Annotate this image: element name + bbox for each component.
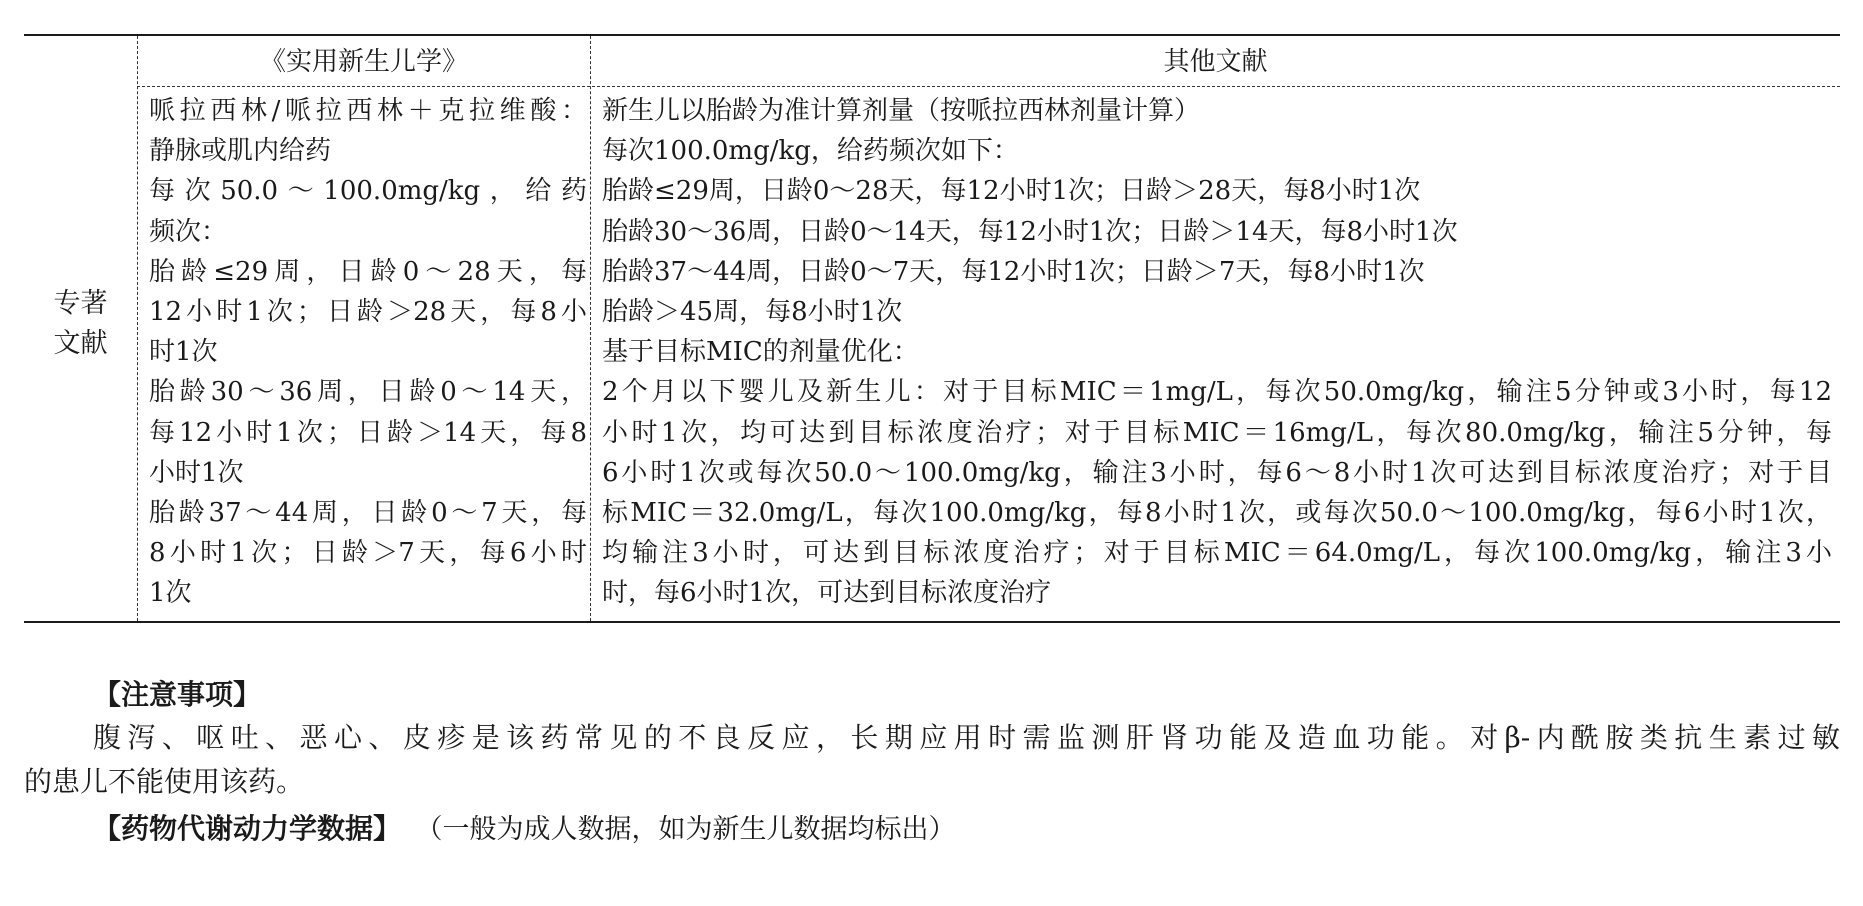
cell-text-line: 基于目标MIC的剂量优化： — [602, 337, 919, 368]
cell-text-line: 每次50.0～100.0mg/kg，给药 — [149, 176, 587, 207]
column-divider — [137, 36, 138, 621]
cell-text-line: 胎龄37～44周，日龄0～7天，每 — [149, 498, 587, 529]
dosage-table — [24, 34, 1840, 623]
header-divider — [137, 86, 1840, 87]
cell-text-line: 胎龄≤29周，日龄0～28天，每 — [149, 256, 587, 287]
cell-text-line: 12小时1次；日龄＞28天，每8小 — [149, 297, 587, 328]
cell-text-line: 时1次 — [149, 337, 218, 368]
cell-text-line: 小时1次，均可达到目标浓度治疗；对于目标MIC＝16mg/L，每次80.0mg/kg，输注5分钟，每 — [602, 417, 1832, 448]
precautions-paragraph — [24, 716, 1840, 804]
cell-text-line: 标MIC＝32.0mg/L，每次100.0mg/kg，每8小时1次，或每次50.0～100.0mg/kg，每6小时1次， — [602, 498, 1832, 529]
cell-text-line: 均输注3小时，可达到目标浓度治疗；对于目标MIC＝64.0mg/L，每次100.0mg/kg，输注3小 — [602, 538, 1832, 569]
row-label-line: 文献 — [53, 328, 108, 359]
cell-text-line: 胎龄≤29周，日龄0～28天，每12小时1次；日龄＞28天，每8小时1次 — [602, 176, 1421, 207]
paragraph-line: 的患儿不能使用该药。 — [24, 765, 305, 798]
cell-practical-neonatology — [149, 91, 587, 614]
cell-text-line: 2个月以下婴儿及新生儿：对于目标MIC＝1mg/L，每次50.0mg/kg，输注5分钟或3小时，每12 — [602, 377, 1832, 408]
cell-text-line: 频次： — [149, 216, 228, 247]
pharmacokinetics-heading-text: 【药物代谢动力学数据】 — [93, 812, 402, 845]
cell-text-line: 静脉或肌内给药 — [149, 136, 332, 167]
cell-text-line: 胎龄37～44周，日龄0～7天，每12小时1次；日龄＞7天，每8小时1次 — [602, 256, 1425, 287]
cell-text-line: 胎龄＞45周，每8小时1次 — [602, 297, 903, 328]
cell-text-line: 1次 — [149, 578, 192, 609]
cell-other-literature — [602, 91, 1832, 614]
cell-text-line: 6小时1次或每次50.0～100.0mg/kg，输注3小时，每6～8小时1次可达到目标浓度治疗；对于目 — [602, 457, 1832, 488]
pharmacokinetics-heading — [93, 807, 956, 847]
pharmacokinetics-note: （一般为成人数据，如为新生儿数据均标出） — [429, 814, 956, 845]
cell-text-line: 哌拉西林/哌拉西林＋克拉维酸： — [149, 96, 587, 126]
column-divider — [590, 36, 591, 621]
cell-text-line: 新生儿以胎龄为准计算剂量（按哌拉西林剂量计算） — [602, 96, 1201, 126]
column-header-practical-neonatology: 《实用新生儿学》 — [259, 47, 468, 77]
row-label-line: 专著 — [53, 288, 108, 319]
cell-text-line: 小时1次 — [149, 457, 244, 488]
paragraph-line: 腹泻、呕吐、恶心、皮疹是该药常见的不良反应，长期应用时需监测肝肾功能及造血功能。对β-内酰胺类抗生素过敏 — [93, 721, 1840, 754]
precautions-heading: 【注意事项】 — [93, 678, 262, 711]
column-header-other-literature: 其他文献 — [1163, 47, 1268, 77]
cell-text-line: 胎龄30～36周，日龄0～14天， — [149, 377, 587, 408]
cell-text-line: 每次100.0mg/kg，给药频次如下： — [602, 136, 1019, 167]
cell-text-line: 胎龄30～36周，日龄0～14天，每12小时1次；日龄＞14天，每8小时1次 — [602, 216, 1458, 247]
cell-text-line: 每12小时1次；日龄＞14天，每8 — [149, 417, 587, 448]
cell-text-line: 时，每6小时1次，可达到目标浓度治疗 — [602, 578, 1052, 609]
row-label — [24, 284, 137, 364]
cell-text-line: 8小时1次；日龄＞7天，每6小时 — [149, 538, 587, 569]
